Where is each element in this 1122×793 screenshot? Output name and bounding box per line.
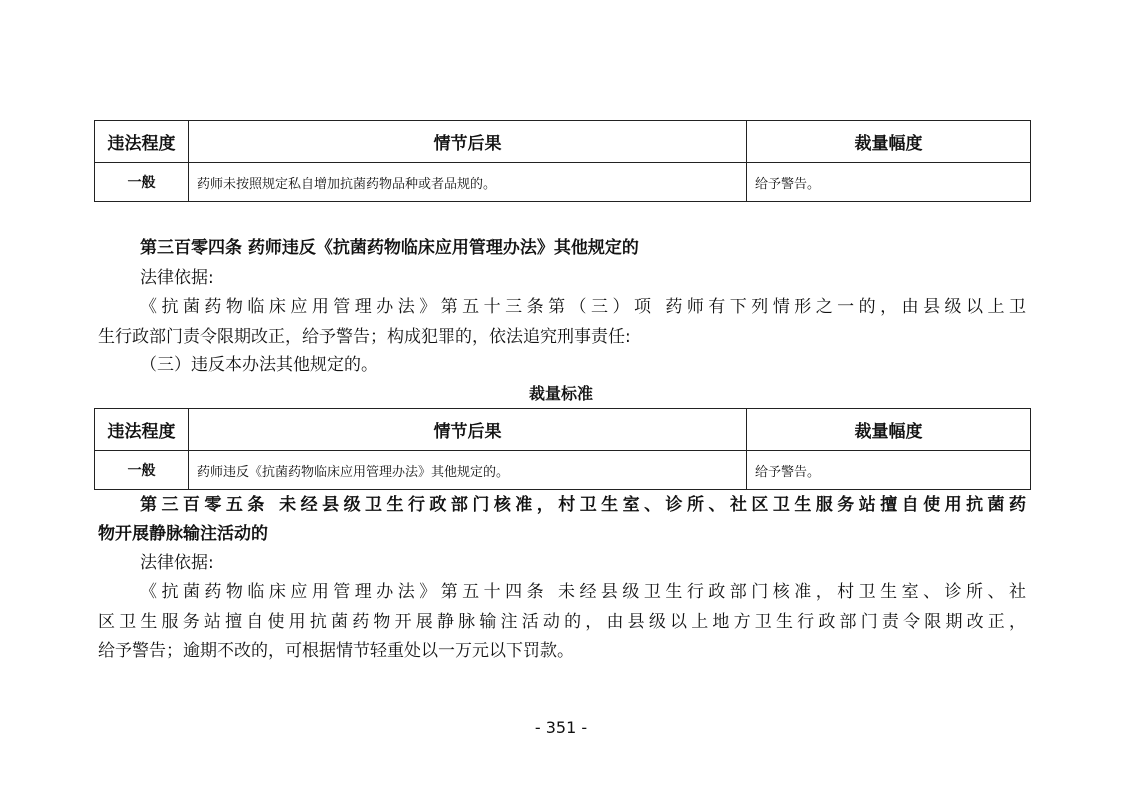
header-penalty-range: 裁量幅度 (747, 121, 1031, 163)
table-header-row (95, 409, 1031, 451)
table-header-row (95, 121, 1031, 163)
cell-circumstance: 药师违反《抗菌药物临床应用管理办法》其他规定的。 (189, 451, 747, 490)
article-304-paragraph-line2: 生行政部门责令限期改正，给予警告；构成犯罪的，依法追究刑事责任: (98, 327, 631, 347)
cell-penalty: 给予警告。 (747, 451, 1031, 490)
cell-level: 一般 (95, 163, 189, 202)
cell-level: 一般 (95, 451, 189, 490)
penalty-table-2 (94, 408, 1031, 490)
article-304-paragraph-line1: 《抗菌药物临床应用管理办法》第五十三条第（三）项 药师有下列情形之一的，由县级以上卫 (140, 297, 1026, 317)
article-304-item-3: （三）违反本办法其他规定的。 (140, 355, 378, 375)
article-305-title-line1: 第三百零五条 未经县级卫生行政部门核准，村卫生室、诊所、社区卫生服务站擅自使用抗菌药 (140, 495, 1026, 515)
header-violation-degree: 违法程度 (95, 409, 189, 451)
table-row (95, 163, 1031, 202)
cell-penalty: 给予警告。 (747, 163, 1031, 202)
header-circumstance: 情节后果 (189, 409, 747, 451)
header-violation-degree: 违法程度 (95, 121, 189, 163)
article-305-paragraph-line3: 给予警告；逾期不改的，可根据情节轻重处以一万元以下罚款。 (98, 641, 574, 661)
header-circumstance: 情节后果 (189, 121, 747, 163)
caption-discretion-standard: 裁量标准 (528, 384, 593, 403)
article-305-paragraph-line1: 《抗菌药物临床应用管理办法》第五十四条 未经县级卫生行政部门核准，村卫生室、诊所、社 (140, 582, 1026, 602)
article-304-title: 第三百零四条 药师违反《抗菌药物临床应用管理办法》其他规定的 (140, 238, 639, 258)
article-304-basis-label: 法律依据: (140, 268, 214, 288)
article-305-paragraph-line2: 区卫生服务站擅自使用抗菌药物开展静脉输注活动的，由县级以上地方卫生行政部门责令限期改正， (98, 612, 1026, 632)
header-penalty-range: 裁量幅度 (747, 409, 1031, 451)
page-number: - 351 - (534, 718, 588, 737)
table-row (95, 451, 1031, 490)
article-305-title-line2: 物开展静脉输注活动的 (98, 524, 268, 544)
cell-circumstance: 药师未按照规定私自增加抗菌药物品种或者品规的。 (189, 163, 747, 202)
article-305-basis-label: 法律依据: (140, 553, 214, 573)
penalty-table-1 (94, 120, 1031, 202)
